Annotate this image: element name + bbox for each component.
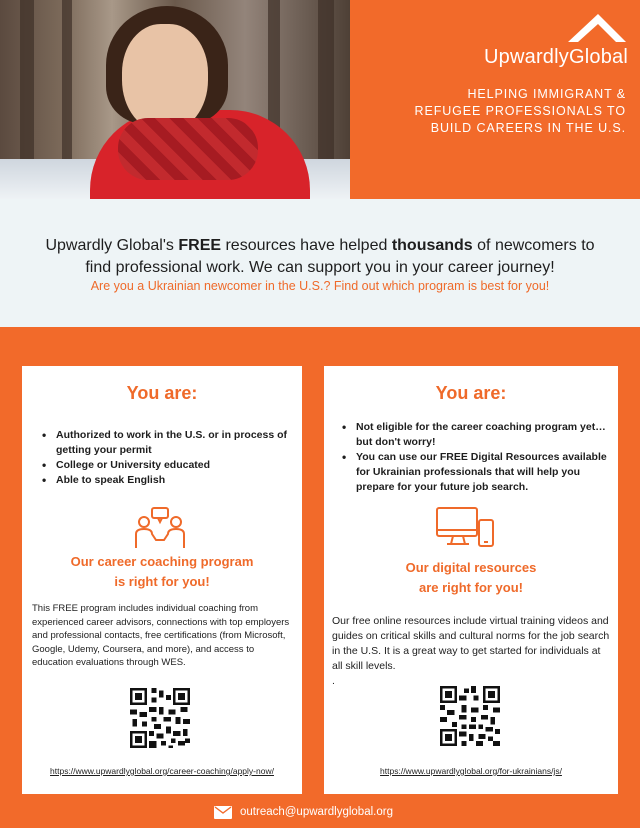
eligibility-list	[342, 420, 610, 495]
hero-banner	[0, 0, 640, 199]
list-item: • Authorized to work in the U.S. or in process of getting your permit	[42, 428, 294, 458]
resources-description	[332, 614, 612, 689]
contact-email-link[interactable]: outreach@upwardlyglobal.org	[240, 806, 393, 818]
list-item: • Not eligible for the career coaching program yet… but don't worry!	[342, 420, 610, 450]
list-item: • Able to speak English	[42, 473, 294, 488]
ukrainians-resources-link[interactable]: https://www.upwardlyglobal.org/for-ukrainians/js/	[380, 766, 562, 776]
mountain-peak-icon	[568, 14, 626, 42]
intro-text: of newcomers to	[472, 237, 595, 254]
description-text: Our free online resources include virtual training videos and guides on critical skills and cultural norms for the job search in the U.S. It is a great way to get started for individuals at all skill levels.	[332, 615, 610, 672]
eligibility-list	[42, 428, 294, 488]
intro-text: Upwardly Global's	[45, 237, 179, 254]
tagline	[372, 86, 626, 137]
qr-code-icon[interactable]	[440, 686, 500, 746]
coaching-apply-link[interactable]: https://www.upwardlyglobal.org/career-coaching/apply-now/	[50, 766, 274, 776]
desktop-and-phone-icon	[435, 506, 495, 548]
intro-emphasis-thousands: thousands	[391, 237, 473, 254]
intro-statement	[0, 235, 640, 279]
envelope-icon	[214, 806, 232, 819]
program-description: This FREE program includes individual coaching from experienced career advisors, connections with top employers and professional contacts, free certifications (from Microsoft, Google, Udemy, Coursera, and more), and access to education evaluations through WES.	[32, 603, 290, 668]
woman-in-red-coat-snowy-forest-photo	[0, 0, 350, 199]
intro-text: resources have helped	[221, 237, 392, 254]
two-people-conversation-icon	[134, 506, 186, 550]
list-item: • You can use our FREE Digital Resources available for Ukrainian professionals that will help you prepare for your future job search.	[342, 450, 610, 495]
intro-emphasis-free: FREE	[178, 237, 222, 254]
description-end: .	[332, 675, 335, 687]
card-subheading	[22, 552, 302, 592]
digital-resources-card	[324, 366, 618, 794]
tagline-line: REFUGEE PROFESSIONALS TO	[414, 104, 626, 118]
subheading-line: Our career coaching program	[70, 554, 254, 569]
list-item: • College or University educated	[42, 458, 294, 473]
career-coaching-card	[22, 366, 302, 794]
card-heading: You are:	[435, 383, 507, 403]
card-subheading	[324, 558, 618, 598]
intro-section	[0, 199, 640, 327]
tagline-line: BUILD CAREERS IN THE U.S.	[430, 121, 626, 135]
qr-code-icon[interactable]	[130, 688, 190, 748]
intro-question: Are you a Ukrainian newcomer in the U.S.? Find out which program is best for you!	[90, 279, 550, 293]
intro-text: find professional work. We can support you in your career journey!	[85, 259, 555, 276]
logo-text: UpwardlyGlobal	[484, 46, 628, 68]
tagline-line: HELPING IMMIGRANT &	[467, 87, 626, 101]
subheading-line: are right for you!	[418, 580, 523, 595]
subheading-line: is right for you!	[114, 574, 210, 589]
card-heading: You are:	[126, 383, 198, 403]
subheading-line: Our digital resources	[405, 560, 537, 575]
footer	[0, 800, 640, 828]
